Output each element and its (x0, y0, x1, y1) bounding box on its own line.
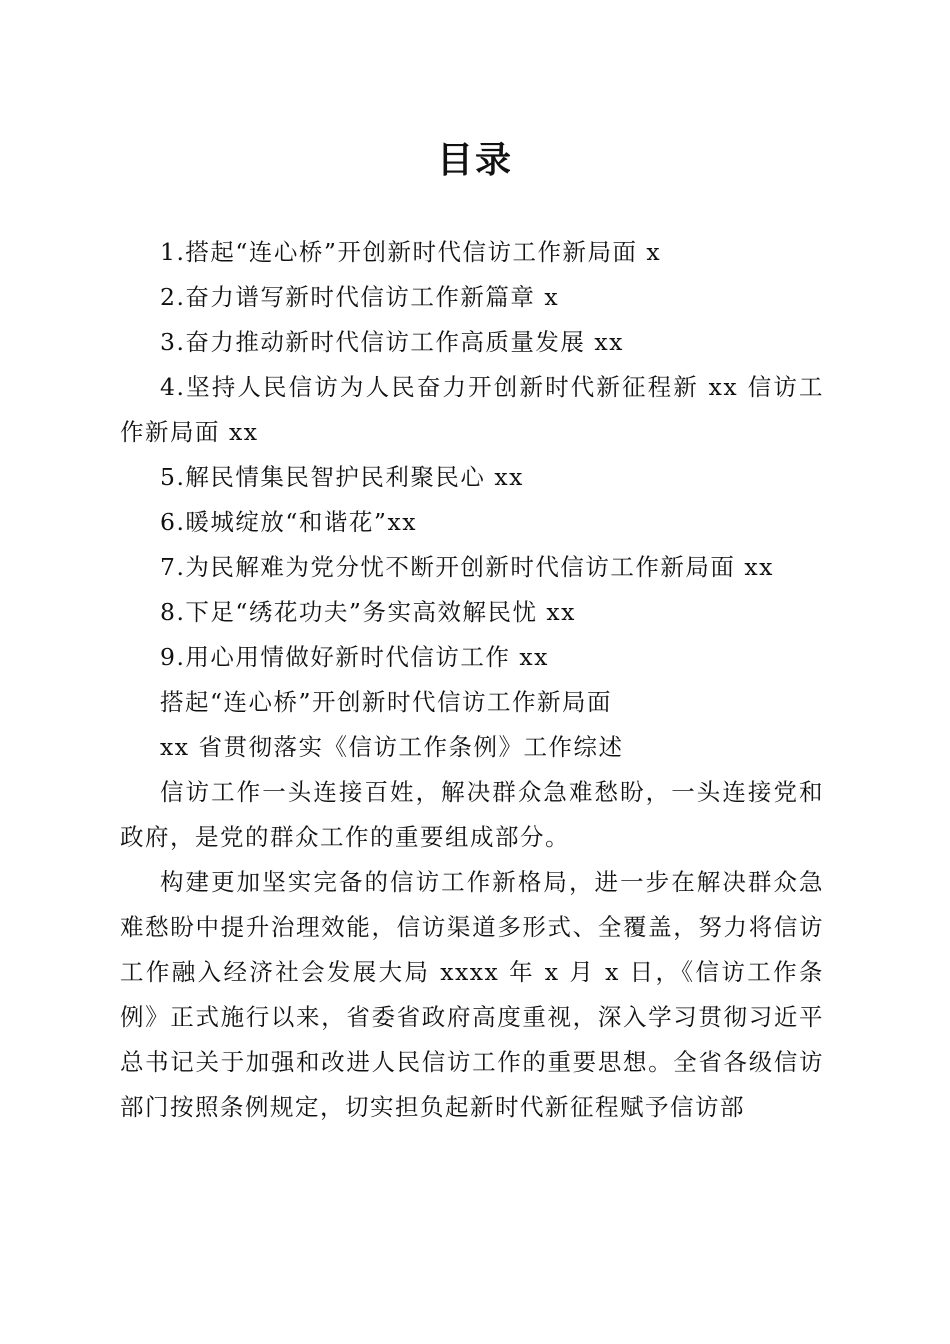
table-of-contents (120, 230, 824, 680)
article-title: 搭起“连心桥”开创新时代信访工作新局面 (160, 688, 613, 716)
document-title: 目录 (436, 139, 513, 181)
document-body (120, 230, 824, 1130)
body-paragraph-2: 构建更加坚实完备的信访工作新格局，进一步在解决群众急难愁盼中提升治理效能，信访渠道多形式、全覆盖，努力将信访工作融入经济社会发展大局 xxxx 年 x 月 x 日，《信访工作条例》正式施行以来，省委省政府高度重视，深入学习贯彻习近平总书记关于加强和改进人民信访工作的重要思想。全省各级信访部门按照条例规定，切实担负起新时代新征程赋予信访部 (120, 868, 824, 1121)
toc-item-5: 5.解民情集民智护民利聚民心 xx (160, 463, 524, 491)
toc-item-3: 3.奋力推动新时代信访工作高质量发展 xx (160, 328, 624, 356)
toc-item-6: 6.暖城绽放“和谐花”xx (160, 508, 417, 536)
toc-item-4: 4.坚持人民信访为人民奋力开创新时代新征程新 xx 信访工作新局面 xx (120, 373, 824, 446)
toc-item-9: 9.用心用情做好新时代信访工作 xx (160, 643, 549, 671)
toc-item-7: 7.为民解难为党分忧不断开创新时代信访工作新局面 xx (160, 553, 774, 581)
body-paragraph-1: 信访工作一头连接百姓，解决群众急难愁盼，一头连接党和政府，是党的群众工作的重要组成部分。 (120, 778, 824, 851)
toc-item-2: 2.奋力谱写新时代信访工作新篇章 x (160, 283, 560, 311)
toc-item-1: 1.搭起“连心桥”开创新时代信访工作新局面 x (160, 238, 662, 266)
article-subtitle: xx 省贯彻落实《信访工作条例》工作综述 (160, 733, 624, 761)
toc-item-8: 8.下足“绣花功夫”务实高效解民忧 xx (160, 598, 576, 626)
